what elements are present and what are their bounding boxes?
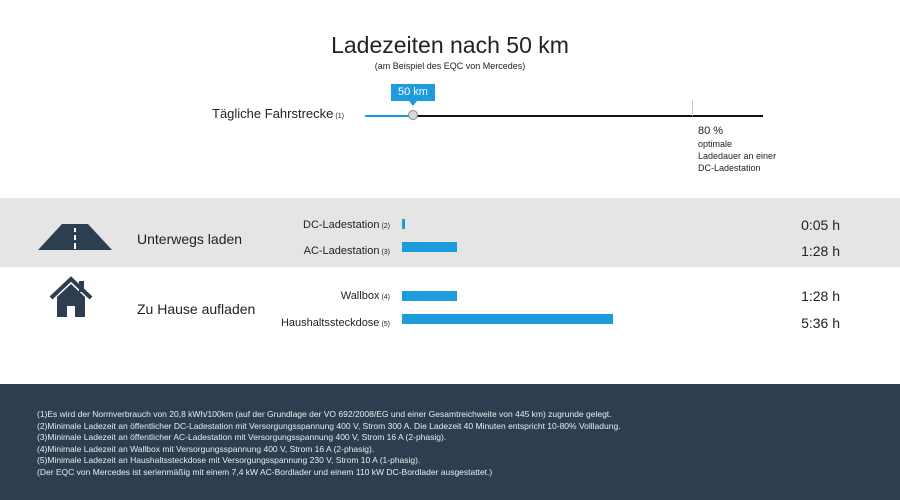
footnote-6: (Der EQC von Mercedes ist serienmäßig mit einem 7,4 kW AC-Bordlader und einem 110 kW DC-Bordlader ausgestattet.) [37,466,493,477]
row-label-wallbox [341,290,390,302]
road-icon [38,224,112,250]
unterwegs-band [0,198,900,267]
footnote-ref-5: (5) [381,321,390,328]
optimal-charge-percent: 80 % [698,125,724,137]
row-label-ac [304,245,390,257]
bar-dc [402,219,405,229]
row-label-dc [303,219,390,231]
footnotes [37,409,621,478]
optimal-charge-line-3: DC-Ladestation [698,163,761,173]
footnote-4: (4)Minimale Ladezeit an Wallbox mit Versorgungsspannung 400 V, Strom 16 A (2-phasig). [37,443,375,454]
tick-label-wallbox: Wallbox [340,290,380,302]
footnote-2: (2)Minimale Ladezeit an öffentlicher DC-Ladestation mit Versorgungsspannung 400 V, Strom 300 A. Die Ladezeit 40 Minuten entspricht 10-80% Vollladung. [37,420,621,431]
slider-track-filled[interactable] [365,115,414,117]
bar-ac [402,242,457,252]
footnote-ref-3: (3) [381,249,390,256]
optimal-charge-line-1: optimale [698,139,733,149]
footnote-3: (3)Minimale Ladezeit an öffentlicher AC-Ladestation mit Versorgungsspannung 400 V, Strom 16 A (2-phasig). [37,432,447,442]
footnote-1: (1)Es wird der Normverbrauch von 20,8 kWh/100km (auf der Grundlage der VO 692/2008/EG und einer Gesamtreichweite von 445 km) zugrunde gelegt. [37,409,612,419]
footer [0,384,900,500]
row-label-haushalt [281,317,390,329]
tick-label-haushalt: Haushaltssteckdose [280,317,380,329]
distance-slider-label-text: Tägliche Fahrstrecke [212,106,334,121]
data-label-ac: 1:28 h [801,243,840,259]
footnote-5: (5)Minimale Ladezeit an Haushaltssteckdose mit Versorgungsspannung 230 V, Strom 10 A (1-phasig). [37,455,421,465]
tick-label-dc: DC-Ladestation [303,219,380,231]
footnote-ref-1: (1) [335,113,344,120]
bar-haushalt [402,314,613,324]
chart-subtitle: (am Beispiel des EQC von Mercedes) [374,61,526,71]
distance-slider-label [212,106,344,121]
section-label-zuhause: Zu Hause aufladen [137,301,256,317]
optimal-charge-line-2: Ladedauer an einer [698,151,777,161]
footnote-ref-4: (4) [381,294,390,301]
chart-title: Ladezeiten nach 50 km [331,32,569,58]
slider-value-bubble: 50 km [391,84,435,101]
slider-track[interactable] [414,115,763,117]
section-label-unterwegs: Unterwegs laden [137,231,243,247]
house-icon [49,276,93,317]
tick-label-ac: AC-Ladestation [303,245,380,257]
data-label-wallbox: 1:28 h [801,288,840,304]
data-label-dc: 0:05 h [801,217,840,233]
bar-wallbox [402,291,457,301]
footnote-ref-2: (2) [381,223,390,230]
data-label-haushalt: 5:36 h [801,315,840,331]
slider-handle[interactable] [408,110,418,120]
optimal-charge-note [698,125,776,174]
optimal-charge-marker [692,100,693,116]
